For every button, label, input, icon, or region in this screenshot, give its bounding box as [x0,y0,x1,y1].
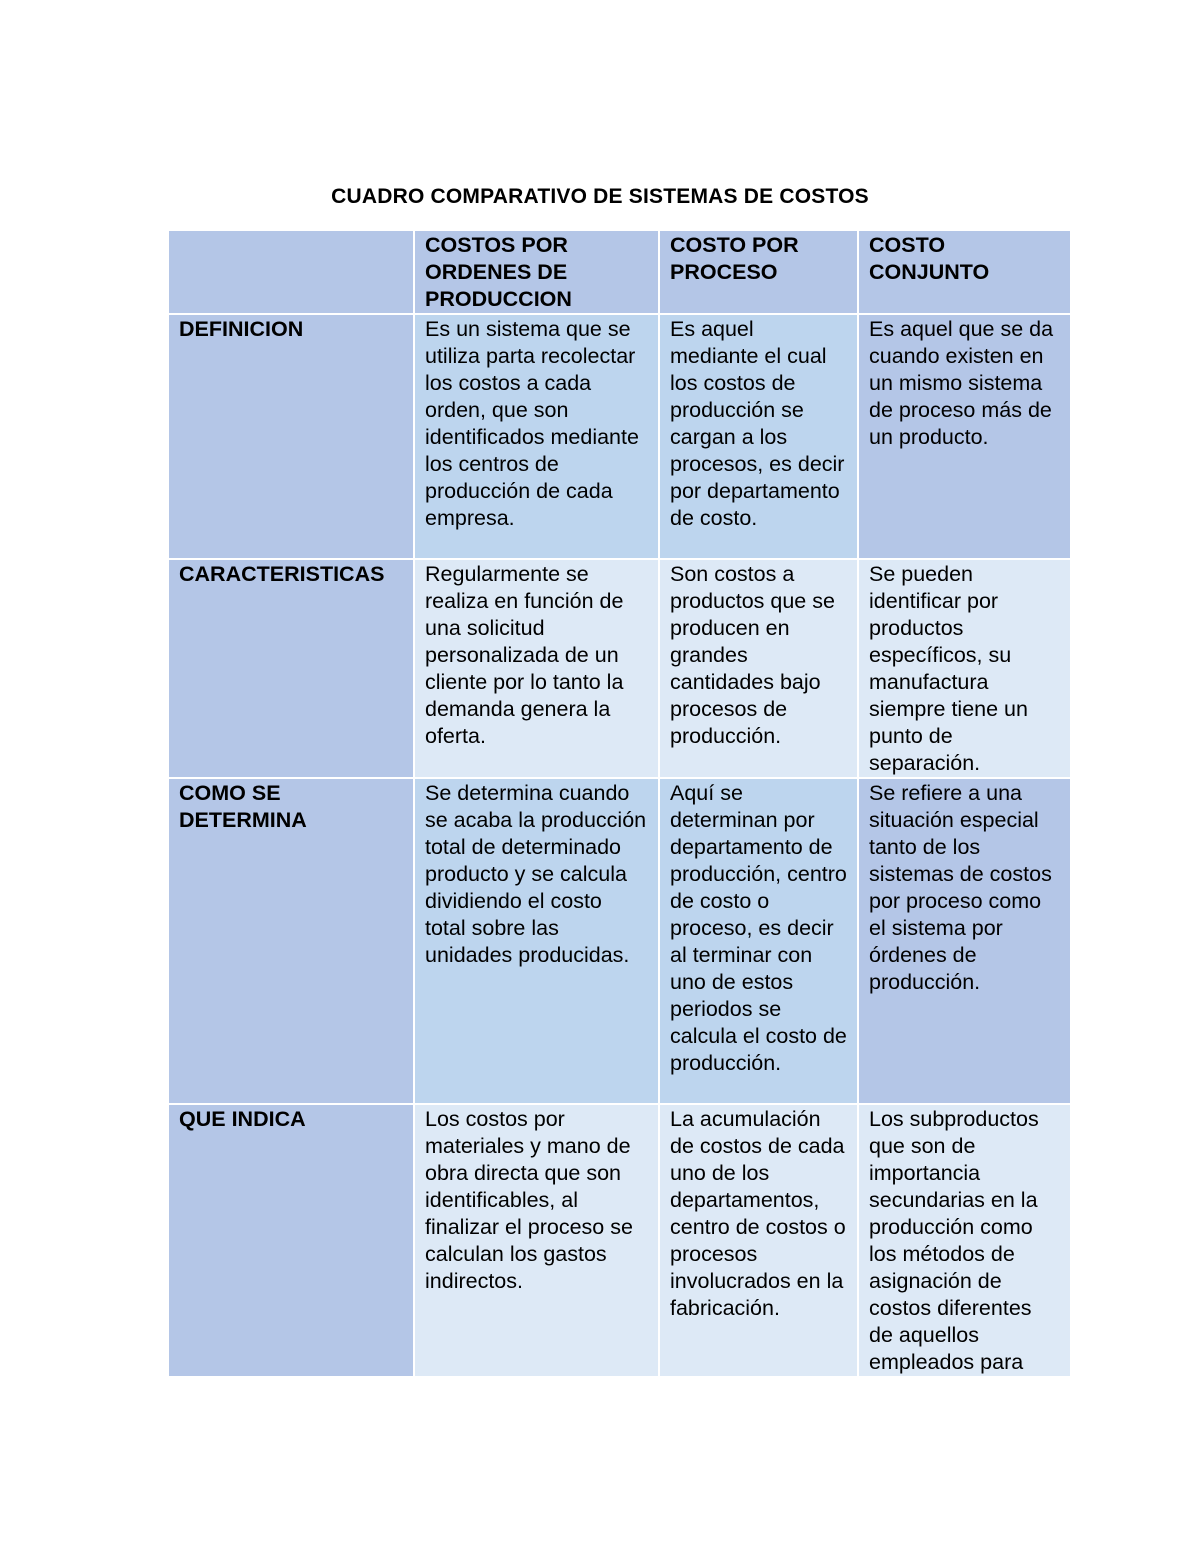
table-cell: Regularmente se realiza en función de una solicitud personalizada de un cliente por lo tanto la demanda genera la oferta. [414,559,659,778]
row-label: QUE INDICA [168,1104,414,1377]
comparison-table [167,229,1072,1378]
table-cell: Se refiere a una situación especial tanto de los sistemas de costos por proceso como el sistema por órdenes de producción. [858,778,1071,1104]
table-cell: Es un sistema que se utiliza parta recolectar los costos a cada orden, que son identificados mediante los centros de producción de cada empresa. [414,314,659,559]
table-cell: Es aquel mediante el cual los costos de producción se cargan a los procesos, es decir por departamento de costo. [659,314,858,559]
table-row-como-se-determina [168,778,1071,1104]
table-header-row [168,230,1071,314]
table-cell: Aquí se determinan por departamento de producción, centro de costo o proceso, es decir al terminar con uno de estos periodos se calcula el costo de producción. [659,778,858,1104]
header-cell-proceso: COSTO POR PROCESO [659,230,858,314]
header-cell-empty [168,230,414,314]
table-row-caracteristicas [168,559,1071,778]
header-cell-conjunto: COSTO CONJUNTO [858,230,1071,314]
table-cell: Los subproductos que son de importancia secundarias en la producción como los métodos de asignación de costos diferentes de aquellos empleados para [858,1104,1071,1377]
header-cell-ordenes: COSTOS POR ORDENES DE PRODUCCION [414,230,659,314]
row-label: CARACTERISTICAS [168,559,414,778]
row-label: COMO SE DETERMINA [168,778,414,1104]
row-label: DEFINICION [168,314,414,559]
table-row-definicion [168,314,1071,559]
table-cell: Se determina cuando se acaba la producción total de determinado producto y se calcula dividiendo el costo total sobre las unidades producidas. [414,778,659,1104]
table-cell: Es aquel que se da cuando existen en un mismo sistema de proceso más de un producto. [858,314,1071,559]
table-cell: Son costos a productos que se producen en grandes cantidades bajo procesos de producción. [659,559,858,778]
table-cell: Los costos por materiales y mano de obra directa que son identificables, al finalizar el proceso se calculan los gastos indirectos. [414,1104,659,1377]
table-cell: La acumulación de costos de cada uno de los departamentos, centro de costos o procesos involucrados en la fabricación. [659,1104,858,1377]
table-cell: Se pueden identificar por productos específicos, su manufactura siempre tiene un punto de separación. [858,559,1071,778]
document-title: CUADRO COMPARATIVO DE SISTEMAS DE COSTOS [331,185,869,208]
table-row-que-indica [168,1104,1071,1377]
